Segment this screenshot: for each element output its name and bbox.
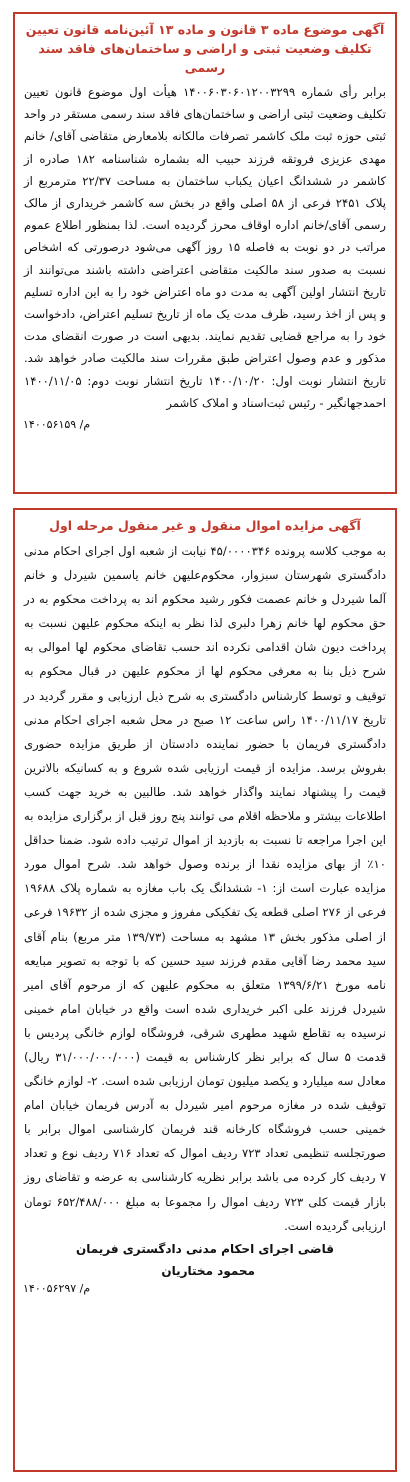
- signature-title: قاضی اجرای احکام مدنی دادگستری فریمان: [76, 1241, 334, 1256]
- notice-title: آگهی موضوع ماده ۳ قانون و ماده ۱۳ آئین‌نامه قانون تعیین تکلیف وضعیت ثبتی و اراضی و ساختمان‌های فاقد سند رسمی: [25, 22, 385, 75]
- notice-auction: [13, 508, 397, 1472]
- notice-body: برابر رأی شماره ۱۴۰۰۶۰۳۰۶۰۱۲۰۰۳۲۹۹ هیأت اول موضوع قانون تعیین تکلیف وضعیت ثبتی اراضی و ساختمان‌های فاقد سند رسمی مستقر در واحد ثبتی حوزه ثبت ملک کاشمر تصرفات مالکانه بلامعارض متقاضی آقای/ خانم مهدی عزیزی فروتقه فرزند حبیب اله بشماره شناسنامه ۱۸۲ صادره از کاشمر در ششدانگ اعیان یکباب ساختمان به مساحت ۲۲/۳۷ مترمربع از پلاک ۲۴۵۱ فرعی از ۵۸ اصلی واقع در بخش سه کاشمر خریداری از مالک رسمی آقای/خانم اداره اوقاف محرز گردیده است. لذا بمنظور اطلاع عموم مراتب در دو نوبت به فاصله ۱۵ روز آگهی می‌شود درصورتی که اشخاص نسبت به صدور سند مالکیت متقاضی اعتراضی داشته باشند می‌توانند از تاریخ انتشار اولین آگهی به مدت دو ماه اعتراض خود را به این اداره تسلیم و پس از اخذ رسید، ظرف مدت یک ماه از تاریخ تسلیم اعتراض، دادخواست خود را به مراجع قضایی تقدیم نمایند. بدیهی است در صورت انقضای مدت مذکور و عدم وصول اعتراض طبق مقررات سند مالکیت صادر خواهد شد. تاریخ انتشار نوبت اول: ۱۴۰۰/۱۰/۲۰ تاریخ انتشار نوبت دوم: ۱۴۰۰/۱۱/۰۵ احمدجهانگیر - رئیس ثبت‌اسناد و املاک کاشمر: [24, 85, 387, 410]
- signature-name: محمود مختاریان: [161, 1263, 255, 1278]
- notice-code: م/ ۱۴۰۰۵۶۱۵۹: [23, 418, 91, 432]
- notice-code: م/ ۱۴۰۰۵۶۲۹۷: [23, 1281, 91, 1295]
- notice-body: به موجب کلاسه پرونده ۴۵/۰۰۰۰۳۴۶ نیابت از شعبه اول اجرای احکام مدنی دادگستری شهرستان سبزوار، محکوم‌علیهن خانم یاسمین شیردل و خانم آلما شیردل و خانم عصمت فکور رشید محکوم اند به پرداخت محکوم به در حق محکوم لها خانم زهرا دلبری لذا نظر به اینکه محکوم علیهن نسبت به پرداخت دیون شان اقدامی نکرده اند حسب تقاضای محکوم لها اموالی به شرح ذیل بنا به معرفی محکوم لها از محکوم علیهن در قبال محکوم به توقیف و توسط کارشناس دادگستری به شرح ذیل ارزیابی و مقرر گردید در تاریخ ۱۴۰۰/۱۱/۱۷ راس ساعت ۱۲ صبح در محل شعبه اجرای احکام مدنی دادگستری فریمان با حضور نماینده دادستان از طریق مزایده حضوری بفروش برسد. مزایده از قیمت ارزیابی شده شروع و به کسانیکه بالاترین قیمت را پیشنهاد نمایند واگذار خواهد شد. طالبین به خرید جهت کسب اطلاعات بیشتر و ملاحظه اقلام می توانند پنج روز قبل از برگزاری مزایده به این اجرا مراجعه تا نسبت به بازدید از اموال ترتیب داده شود. ضمنا حداقل ۱۰٪ از بهای مزایده نقدا از برنده وصول خواهد شد. شرح اموال مورد مزایده عبارت است از: ۱- ششدانگ یک باب مغازه به شماره پلاک ۱۹۶۸۸ فرعی از ۲۷۶ اصلی قطعه یک تفکیکی مفروز و مجزی شده از ۱۹۶۳۲ فرعی از اصلی مذکور بخش ۱۳ مشهد به مساحت (۱۳۹/۷۳ متر مربع) بنام آقای سید محمد رضا آقایی مقدم فرزند سید حسین که با توجه به تصویر مبایعه نامه مورخ ۱۳۹۹/۶/۲۱ متعلق به محکوم علیهن که از مرحوم آقای امیر شیردل فرزند علی اکبر خریداری شده است واقع در خیابان امام خمینی نرسیده به تقاطع شهید مطهری شرقی، فروشگاه لوازم خانگی پردیس با قدمت ۵ سال که برابر نظر کارشناس به قیمت (۳۱/۰۰۰/۰۰۰/۰۰۰ ریال) معادل سه میلیارد و یکصد میلیون تومان ارزیابی شده است. ۲- لوازم خانگی توقیف شده در مغازه مرحوم امیر شیردل به آدرس فریمان خیابان امام خمینی حسب فروشگاه کارخانه قند فریمان کارشناسی اموال برابر با صورتجلسه تنظیمی تعداد ۷۲۳ ردیف اموال که تعداد ۷۱۶ ردیف نوع و تعداد ۷ ردیف کار کرده می باشد برابر نظریه کارشناسی به عرضه و تقاضای روز بازار قیمت کلی ۷۲۳ ردیف اموال را مجموعا به مبلغ ۶۵۲/۴۸۸/۰۰۰ تومان ارزیابی گردیده است.: [24, 544, 387, 1233]
- notice-title: آگهی مزایده اموال منقول و غیر منقول مرحله اول: [49, 518, 361, 533]
- notice-land-title: [13, 12, 397, 494]
